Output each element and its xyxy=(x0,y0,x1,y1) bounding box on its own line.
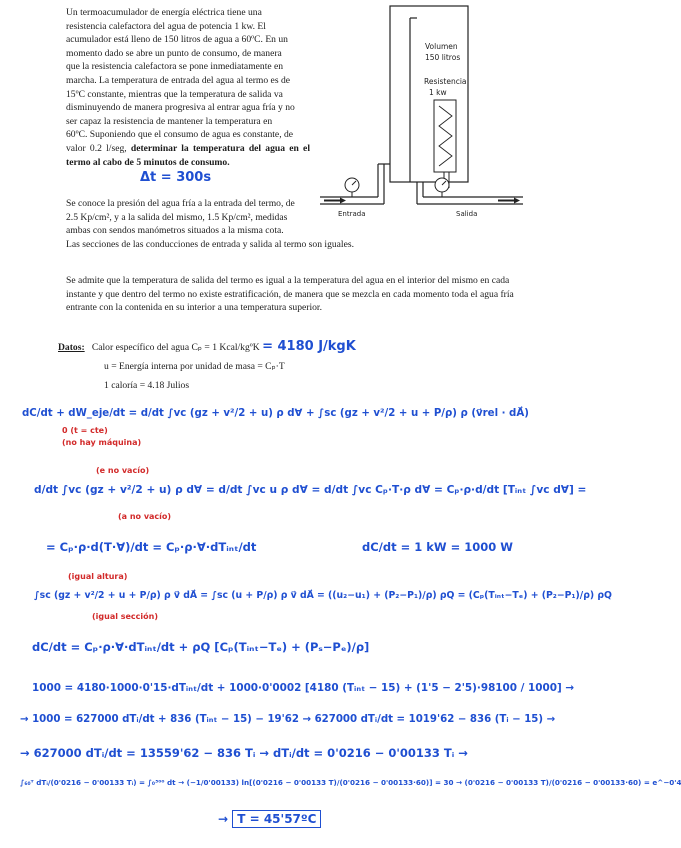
problem-line: resistencia calefactora del agua de potencia 1 kw. El xyxy=(66,20,266,32)
outlet-label: Salida xyxy=(456,210,478,218)
problem-line: que la resistencia calefactora se pone inmediatamente en xyxy=(66,61,284,73)
problem-line: disminuyendo de manera progresiva al entrar agua fría y no xyxy=(66,102,295,114)
inlet-arrow-icon xyxy=(324,198,346,204)
volume-value: 150 litros xyxy=(425,53,461,62)
problem-line: 15ºC constante, mientras que la temperatura de salida va xyxy=(66,88,283,100)
equation-1b: = Cₚ·ρ·d(T·∀)/dt = Cₚ·ρ·∀·dTᵢₙₜ/dt xyxy=(46,540,257,554)
problem-line: acumulador está lleno de 150 litros de agua a 60ºC. En un xyxy=(66,34,288,46)
problem-line: marcha. La temperatura de entrada del agua al termo es de xyxy=(66,74,291,86)
assumption-line: entrante con la contenida en su interior a una temperatura superior. xyxy=(66,302,322,314)
equation-6: → 1000 = 627000 dTᵢ/dt + 836 (Tᵢₙₜ − 15) − 19'62 → 627000 dTᵢ/dt = 1019'62 − 836 (Tᵢ − 15) → xyxy=(20,714,556,725)
note-no-machine: (no hay máquina) xyxy=(62,438,142,447)
note-igual-altura: (igual altura) xyxy=(68,572,128,581)
problem-line: ser capaz la resistencia de mantener la temperatura en xyxy=(66,115,273,127)
specific-heat: Calor específico del agua Cₚ = 1 Kcal/kgºK xyxy=(91,342,260,353)
pressure-line: Se conoce la presión del agua fría a la entrada del termo, de xyxy=(66,198,295,209)
resistance-power: 1 kw xyxy=(429,88,447,97)
assumption-line: instante y que dentro del termo no existe estratificación, de manera que se mezcla en cada momento toda el agua fría xyxy=(66,288,514,300)
water-heater-diagram xyxy=(318,4,530,220)
equation-1: d/dt ∫vc (gz + v²/2 + u) ρ d∀ = d/dt ∫vc u ρ d∀ = d/dt ∫vc Cₚ·T·ρ d∀ = Cₚ·ρ·d/dt [Tᵢₙₜ ∫vc d∀] = xyxy=(34,484,587,496)
equation-2: dC/dt = 1 kW = 1000 W xyxy=(362,540,513,554)
pressure-line: ambas con sendos manómetros situados a la misma cota. xyxy=(66,225,284,237)
note-delta-t: Δt = 300s xyxy=(140,170,212,185)
problem-line: Un termoacumulador de energía eléctrica tiene una xyxy=(66,7,262,18)
note-no-vacio: (a no vacío) xyxy=(118,512,172,521)
energy-equation: dC/dt + dW_eje/dt = d/dt ∫vc (gz + v²/2 + u) ρ d∀ + ∫sc (gz + v²/2 + u + P/ρ) ρ (v⃗rel · dA⃗) xyxy=(22,408,529,419)
volume-label: Volumen xyxy=(425,42,458,51)
problem-line: momento dado se abre un punto de consumo, de manera xyxy=(66,47,282,59)
pressure-line: 2.5 Kp/cm², y a la salida del mismo, 1.5 Kp/cm², medidas xyxy=(66,211,288,223)
note-e-no-vacio: (e no vacío) xyxy=(96,466,150,475)
resistance-label: Resistencia xyxy=(424,77,467,86)
equation-7: → 627000 dTᵢ/dt = 13559'62 − 836 Tᵢ → dTᵢ/dt = 0'0216 − 0'00133 Tᵢ → xyxy=(20,746,468,760)
resistance-coil xyxy=(439,106,452,166)
note-t-const: 0 (t = cte) xyxy=(62,426,108,435)
problem-line: valor 0.2 l/seg, determinar la temperatura del agua en el termo al cabo de 5 minutos de consumo. xyxy=(66,142,310,168)
specific-heat-si: = 4180 J/kgK xyxy=(262,339,356,354)
datos-line1 xyxy=(58,340,356,355)
problem-question: determinar la temperatura del agua en el termo al cabo de 5 minutos de consumo. xyxy=(66,142,310,168)
equation-4: dC/dt = Cₚ·ρ·∀·dTᵢₙₜ/dt + ρQ [Cₚ(Tᵢₙₜ−Tₑ) + (Pₛ−Pₑ)/ρ] xyxy=(32,640,370,654)
equation-8: ∫₆₀ᵀ dTᵢ/(0'0216 − 0'00133 Tᵢ) = ∫₀³⁰⁰ dt → (−1/0'00133) ln[(0'0216 − 0'00133 T)/(0'0216 − 0'00133·60)] = 30 → (0'0216 − 0'00133 T)/(0'0216 − 0'00133·60) = e^−0'4 xyxy=(20,778,681,787)
outlet-arrow-icon xyxy=(498,198,520,204)
problem-statement xyxy=(66,6,310,169)
inlet-label: Entrada xyxy=(338,210,366,218)
answer-box: T = 45'57ºC xyxy=(232,810,321,828)
assumption-paragraph xyxy=(66,274,560,315)
pressure-line: Las secciones de las conducciones de entrada y salida al termo son iguales. xyxy=(66,238,354,250)
assumption-line: Se admite que la temperatura de salida del termo es igual a la temperatura del agua en el interior del mismo en cada xyxy=(66,275,510,286)
note-igual-seccion: (igual sección) xyxy=(92,612,159,621)
problem-line: 60ºC. Suponiendo que el consumo de agua es constante, de xyxy=(66,129,294,141)
equation-3: ∫sc (gz + v²/2 + u + P/ρ) ρ v⃗ dA⃗ = ∫sc (u + P/ρ) ρ v⃗ dA⃗ = ((u₂−u₁) + (P₂−P₁)/ρ) ρQ = (Cₚ(Tᵢₙₜ−Tₑ) + (P₂−P₁)/ρ) ρQ xyxy=(34,590,612,601)
final-answer: → T = 45'57ºC xyxy=(218,812,321,826)
internal-energy: u = Energía interna por unidad de masa = Cₚ·T xyxy=(104,361,285,372)
equation-5: 1000 = 4180·1000·0'15·dTᵢₙₜ/dt + 1000·0'0002 [4180 (Tᵢₙₜ − 15) + (1'5 − 2'5)·98100 / 1000] → xyxy=(32,682,575,694)
calorie-conversion: 1 caloría = 4.18 Julios xyxy=(104,380,190,391)
datos-label: Datos: xyxy=(58,342,85,353)
